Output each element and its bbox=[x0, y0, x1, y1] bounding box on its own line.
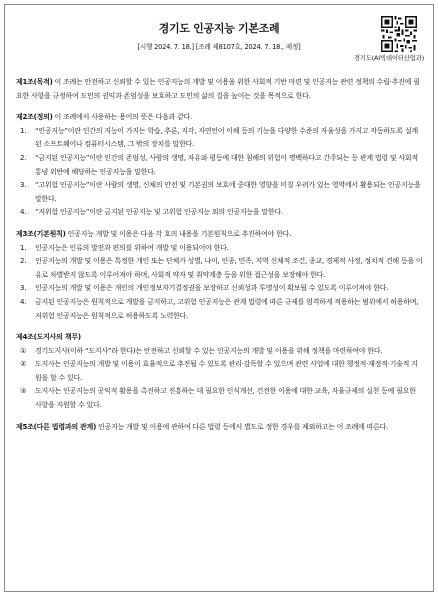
article-heading: 제4조(도지사의 책무) bbox=[16, 333, 81, 342]
list-item bbox=[16, 179, 424, 206]
article-5 bbox=[16, 421, 424, 435]
article-text: 이 조례는 안전하고 신뢰할 수 있는 인공지능의 개발 및 이용을 위한 사회적 기반 마련 및 인공지능 관련 정책의 수립·추진에 필요한 사항을 규정하여 도민의 권익과 존엄성을 보호하고 도민의 삶의 질을 높이는 것을 목적으로 한다. bbox=[16, 78, 420, 100]
item-number: 1. bbox=[20, 126, 27, 135]
article-heading: 제2조(정의) bbox=[16, 113, 53, 122]
article-1 bbox=[16, 76, 424, 103]
list-item bbox=[16, 255, 424, 282]
item-text: “저위험 인공지능”이란 금지된 인공지능 및 고위험 인공지능 외의 인공지능을 말한다. bbox=[35, 208, 283, 217]
list-item bbox=[16, 242, 424, 256]
item-number: 4. bbox=[20, 208, 27, 217]
item-number: 1. bbox=[20, 243, 27, 252]
item-number: ③ bbox=[20, 387, 27, 396]
article-text: 인공지능 개발 및 이용은 다음 각 호의 내용을 기본원칙으로 추진하여야 한다. bbox=[65, 229, 292, 238]
item-text: 도지사는 인공지능의 개발 및 이용이 효율적으로 추진될 수 있도록 관리·감독할 수 있으며 관련 사업에 대한 행정적·재정적·기술적 지원을 할 수 있다. bbox=[35, 360, 418, 382]
item-text: 도지사는 인공지능의 공익적 활용을 촉진하고 진흥하는 데 필요한 인식개선, 건전한 이용에 대한 교육, 자율규제의 실천 등에 필요한 사항을 지원할 수 있다. bbox=[35, 387, 416, 410]
item-text: “인공지능”이란 인간의 지능이 가지는 학습, 추론, 지각, 자연언어 이해 등의 기능을 다양한 수준의 자율성을 가지고 작동하도록 설계된 소프트웨어나 컴퓨터시스템, 그 밖의 장치를 말한다. bbox=[35, 126, 418, 149]
document-title: 경기도 인공지능 기본조례 bbox=[158, 22, 280, 35]
item-number: 2. bbox=[20, 153, 27, 162]
item-text: 경기도지사(이하 “도지사”라 한다)는 안전하고 신뢰할 수 있는 인공지능의 개발 및 이용을 위해 정책을 마련하여야 한다. bbox=[35, 346, 383, 355]
list-item bbox=[16, 282, 424, 296]
item-number: 2. bbox=[20, 257, 27, 266]
list-item bbox=[16, 206, 424, 220]
item-text: 금지된 인공지능은 원칙적으로 개발을 금지하고, 고위험 인공지능은 관계 법령에 따른 규제를 엄격하게 적용하는 범위에서 허용하며, 저위험 인공지능은 원칙적으로 허용하도록 노력한다. bbox=[35, 297, 419, 320]
list-item bbox=[16, 296, 424, 323]
article-heading: 제5조(다른 법령과의 관계) bbox=[16, 422, 97, 431]
item-number: ① bbox=[20, 346, 27, 355]
article-3 bbox=[16, 228, 424, 323]
article-text: 이 조례에서 사용하는 용어의 뜻은 다음과 같다. bbox=[52, 113, 193, 122]
item-number: 3. bbox=[20, 284, 27, 293]
article-heading: 제3조(기본원칙) bbox=[16, 229, 66, 238]
item-text: “금지된 인공지능”이란 인간의 존엄성, 사람의 생명, 자유와 평등에 대한 침해의 위험이 명백하다고 간주되는 등 관계 법령 및 사회적 통념 위반에 해당하는 인공지능을 말한다. bbox=[35, 153, 418, 176]
article-heading: 제1조(목적) bbox=[16, 78, 53, 86]
item-text: 인공지능의 개발 및 이용은 개인의 개인정보자기결정권을 보장하고 신뢰성과 투명성이 확보될 수 있도록 이루어져야 한다. bbox=[35, 284, 389, 293]
list-item bbox=[16, 125, 424, 152]
list-item bbox=[16, 358, 424, 385]
list-item bbox=[16, 152, 424, 179]
item-text: 인공지능의 개발 및 이용은 특정한 개인 또는 단체가 성별, 나이, 인종, 민족, 지역 신체적 조건, 종교, 경제적 사정, 정치적 견해 등을 이유로 차별받지 않도록 이루어져야 하며, 사회적 약자 및 취약계층 등을 위한 접근성을 보장해야 한다. bbox=[35, 257, 423, 279]
article-4 bbox=[16, 331, 424, 413]
item-number: 3. bbox=[20, 181, 27, 190]
item-number: ② bbox=[20, 360, 27, 369]
article-2 bbox=[16, 111, 424, 220]
enactment-info: [시행 2024. 7. 18.] [조례 제8107호, 2024. 7. 18., 제정] bbox=[137, 43, 301, 51]
item-number: 4. bbox=[20, 297, 27, 306]
item-text: “고위험 인공지능”이란 사람의 생명, 신체의 안전 및 기본권의 보호에 중대한 영향을 미칠 우려가 있는 영역에서 활용되는 인공지능을 말한다. bbox=[35, 181, 421, 203]
document-body bbox=[16, 76, 424, 442]
item-text: 인공지능은 인류의 발전과 편의를 위하여 개발 및 이용되어야 한다. bbox=[35, 243, 229, 252]
article-text: 인공지능 개발 및 이용에 관하여 다른 법령 등에서 별도로 정한 경우를 제외하고는 이 조례에 따른다. bbox=[96, 422, 389, 431]
list-item bbox=[16, 385, 424, 412]
department-label: 경기도(AI빅데이터산업과) bbox=[353, 54, 424, 62]
list-item bbox=[16, 345, 424, 359]
